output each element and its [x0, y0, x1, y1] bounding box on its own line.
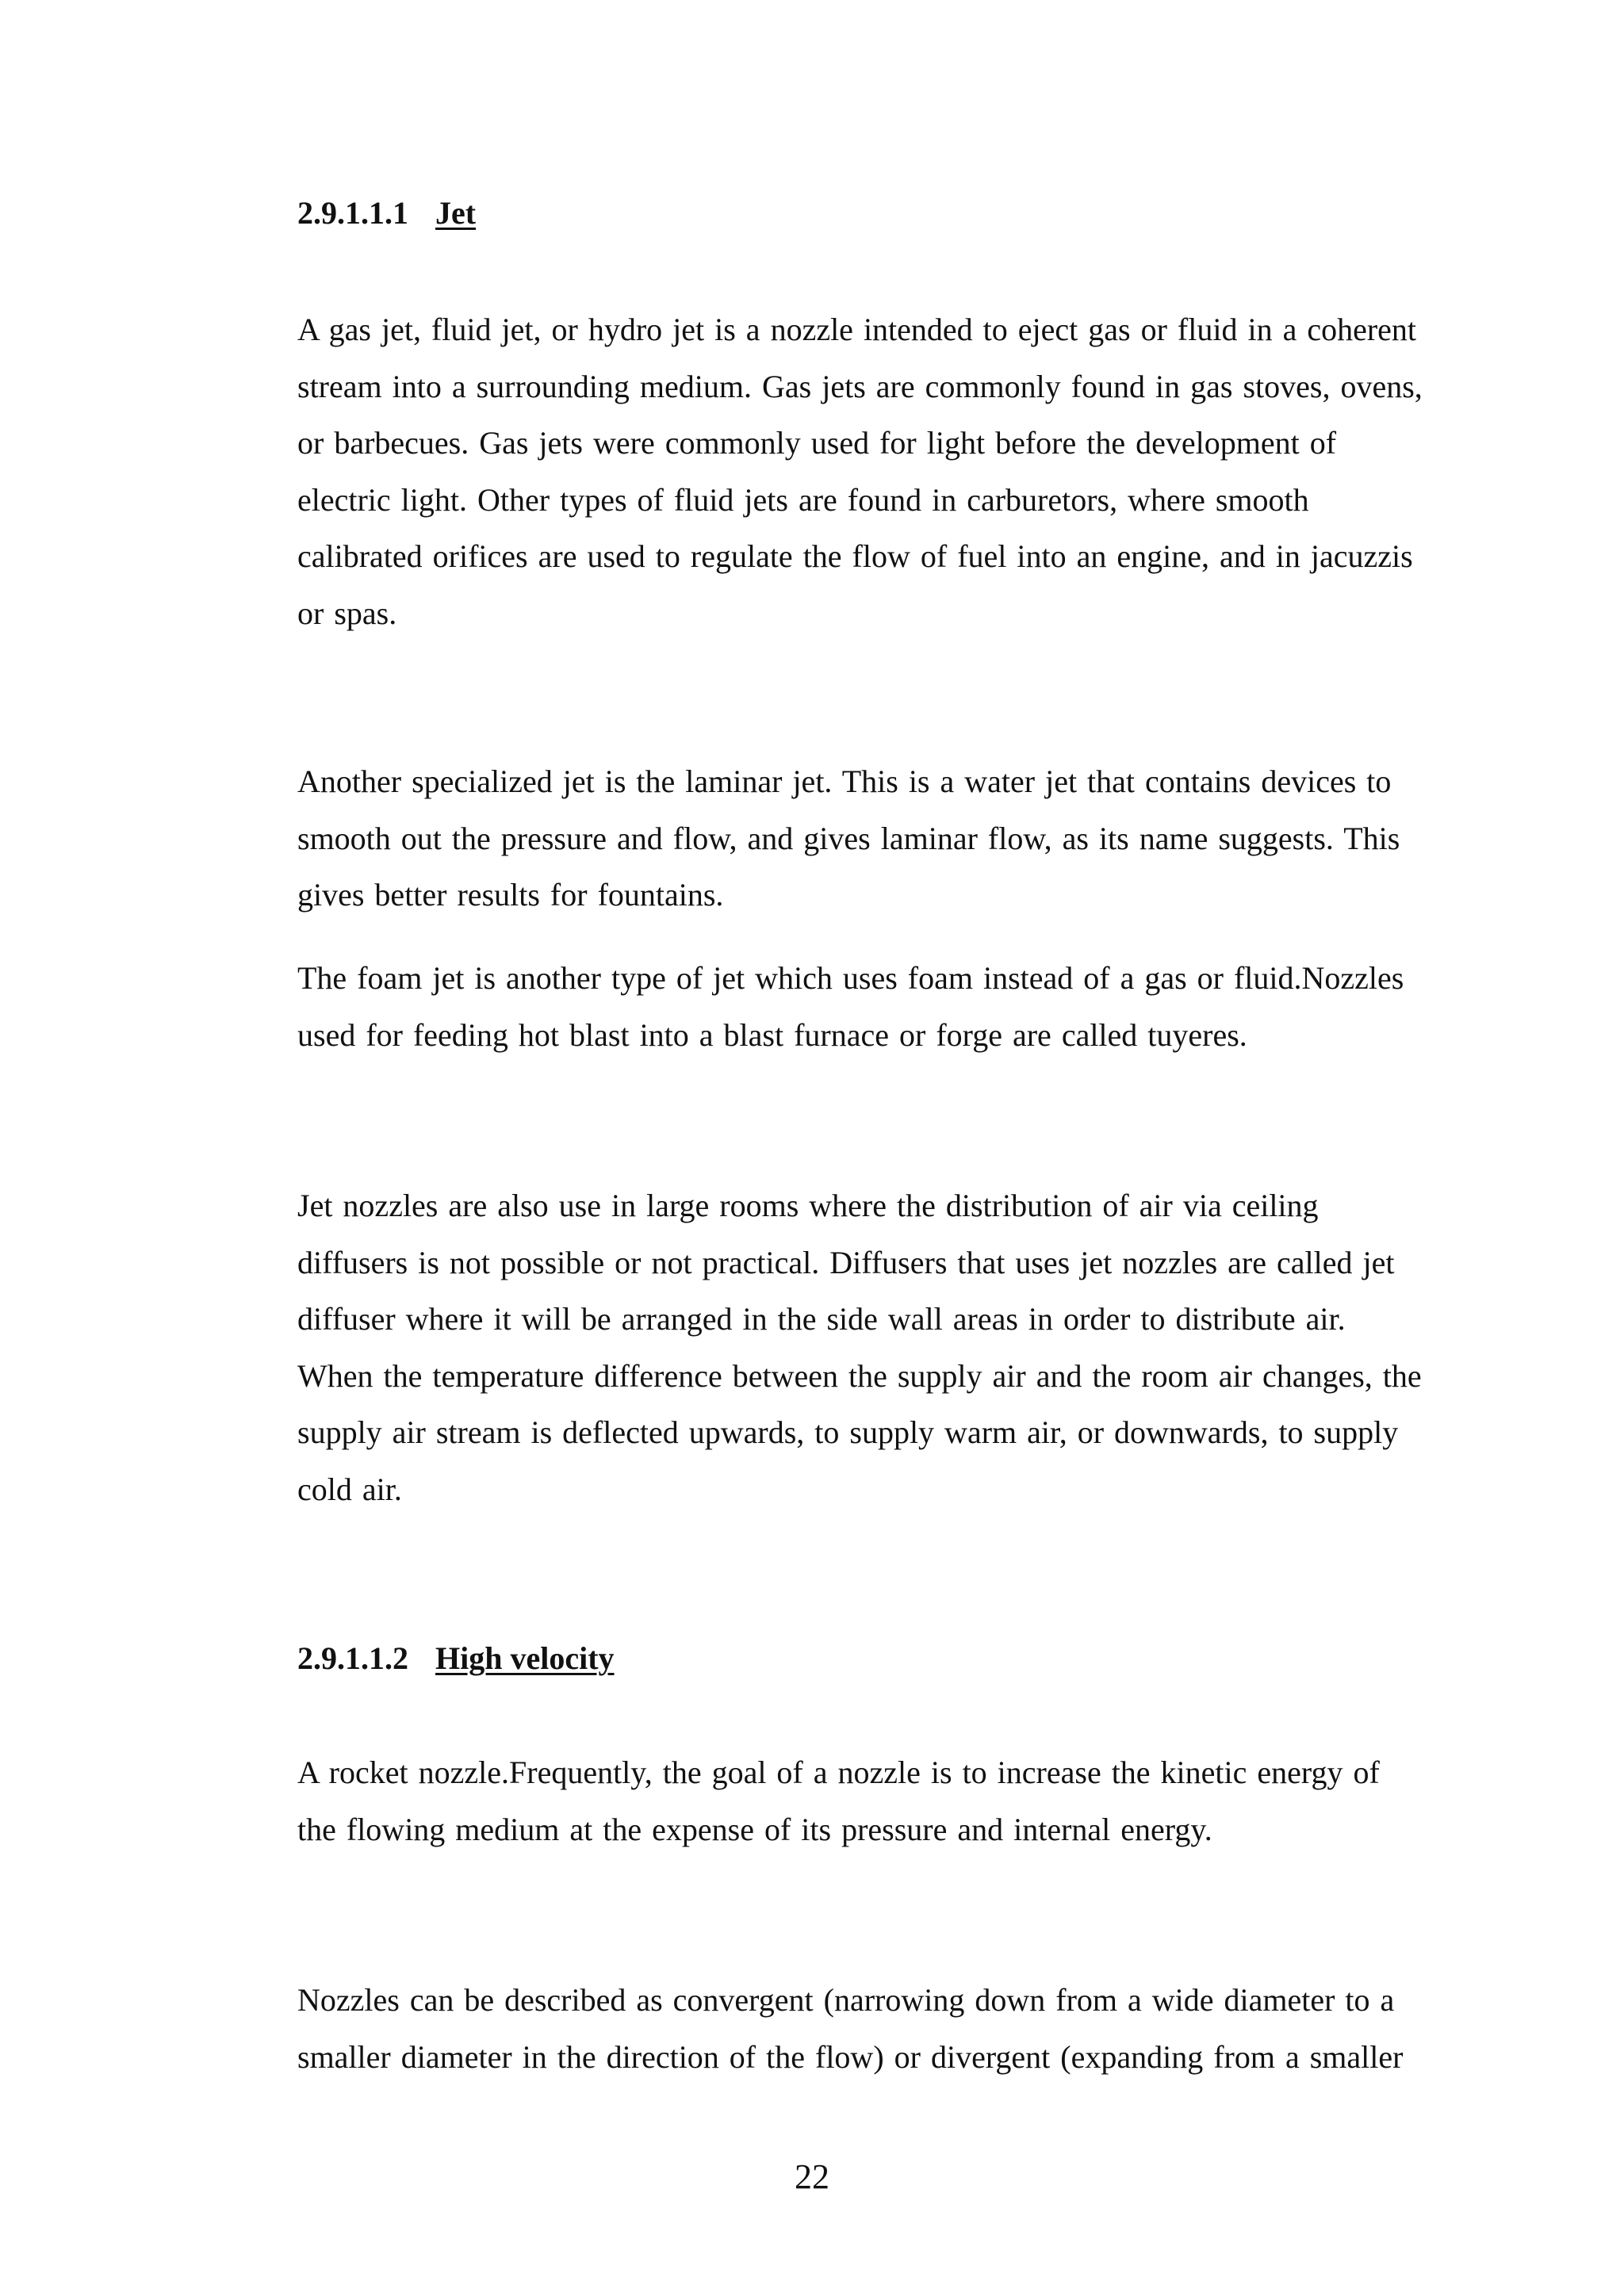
text-line: calibrated orifices are used to regulate the flow of fuel into an engine, and in jacuzzis	[297, 538, 1413, 574]
text-line: The foam jet is another type of jet which uses foam instead of a gas or fluid.Nozzles	[297, 960, 1404, 996]
text-line: used for feeding hot blast into a blast furnace or forge are called tuyeres.	[297, 1016, 1247, 1053]
paragraph-jet-nozzles	[297, 1177, 1439, 1517]
text-line: When the temperature difference between the supply air and the room air changes, the	[297, 1357, 1422, 1394]
paragraph-convergent-divergent	[297, 1972, 1439, 2085]
text-line: Another specialized jet is the laminar jet. This is a water jet that contains devices to	[297, 763, 1392, 799]
text-line: Nozzles can be described as convergent (narrowing down from a wide diameter to a	[297, 1982, 1395, 2018]
text-line: stream into a surrounding medium. Gas jets are commonly found in gas stoves, ovens,	[297, 368, 1423, 404]
text-line: diffusers is not possible or not practical. Diffusers that uses jet nozzles are called jet	[297, 1244, 1395, 1280]
text-line: supply air stream is deflected upwards, to supply warm air, or downwards, to supply	[297, 1414, 1399, 1450]
text-line: A rocket nozzle.Frequently, the goal of a nozzle is to increase the kinetic energy of	[297, 1755, 1380, 1790]
text-line: gives better results for fountains.	[297, 877, 724, 913]
paragraph-foam-jet	[297, 950, 1439, 1063]
section-heading-jet	[297, 194, 476, 232]
paragraph-laminar-jet	[297, 753, 1439, 924]
text-line: smooth out the pressure and flow, and gives laminar flow, as its name suggests. This	[297, 820, 1400, 856]
text-line: Jet nozzles are also use in large rooms where the distribution of air via ceiling	[297, 1188, 1319, 1223]
text-line: electric light. Other types of fluid jets are found in carburetors, where smooth	[297, 481, 1309, 518]
paragraph-gas-jet	[297, 301, 1439, 641]
section-title: High velocity	[435, 1640, 615, 1676]
text-line: A gas jet, fluid jet, or hydro jet is a nozzle intended to eject gas or fluid in a coherent	[297, 312, 1417, 347]
page-number: 22	[795, 2157, 829, 2196]
text-line: or spas.	[297, 595, 397, 631]
section-title: Jet	[435, 195, 477, 231]
paragraph-rocket-nozzle	[297, 1744, 1439, 1858]
text-line: smaller diameter in the direction of the flow) or divergent (expanding from a smaller	[297, 2038, 1404, 2075]
text-line: diffuser where it will be arranged in the side wall areas in order to distribute air.	[297, 1301, 1346, 1337]
section-number: 2.9.1.1.2	[297, 1640, 408, 1676]
section-number: 2.9.1.1.1	[297, 195, 408, 231]
text-line: the flowing medium at the expense of its pressure and internal energy.	[297, 1811, 1212, 1847]
section-heading-high-velocity	[297, 1640, 615, 1678]
text-line: cold air.	[297, 1471, 402, 1507]
text-line: or barbecues. Gas jets were commonly used for light before the development of	[297, 425, 1337, 461]
